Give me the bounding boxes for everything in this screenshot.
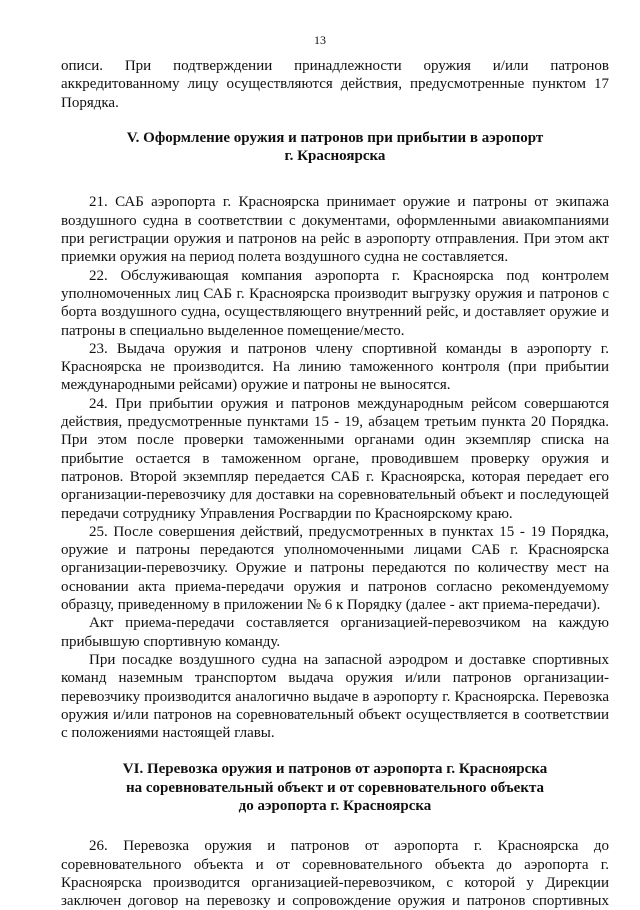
section-6-heading <box>61 760 609 815</box>
paragraph-21: 21. САБ аэропорта г. Красноярска принимает оружие и патроны от экипажа воздушного судна в соответствии с документами, оформленными авиакомпаниями при регистрации оружия и патронов на рейс в аэропорту отправления. При этом акт приемки оружия на период полета воздушного судна не составляется. <box>61 194 609 266</box>
paragraph-24: 24. При прибытии оружия и патронов международным рейсом совершаются действия, предусмотренные пунктами 15 - 19, абзацем третьим пункта 20 Порядка. При этом после проверки таможенными органами один экземпляр списка на прибытие остается в таможенном органе, проводившем проверку оружия и патронов. Второй экземпляр передается САБ г. Красноярска, которая передает его организации-перевозчику для доставки на соревновательный объект и последующей передачи сотруднику Управления Росгвардии по Красноярскому краю. <box>61 395 609 522</box>
paragraph-25-act: Акт приема-передачи составляется организацией-перевозчиком на каждую прибывшую спортивную команду. <box>61 615 609 650</box>
paragraph-23: 23. Выдача оружия и патронов члену спортивной команды в аэропорту г. Красноярска не производится. На линию таможенного контроля (при прибытии международными рейсами) оружие и патроны не выносятся. <box>61 340 609 394</box>
page-content <box>61 57 609 910</box>
section-5-heading <box>61 129 609 166</box>
paragraph-25-alternate-airfield: При посадке воздушного судна на запасной аэродром и доставке спортивных команд наземным транспортом выдача оружия и/или патронов организации-перевозчику производится аналогично выдаче в аэропорту г. Красноярска. Перевозка оружия и/или патронов на соревновательный объект осуществляется в соответствии с положениями настоящей главы. <box>61 651 609 742</box>
section-6-heading-line: до аэропорта г. Красноярска <box>238 797 432 814</box>
paragraph-22: 22. Обслуживающая компания аэропорта г. Красноярска под контролем уполномоченных лиц САБ г. Красноярска производит выгрузку оружия и патронов с борта воздушного судна, осуществляющего внутренний рейс, и доставляет оружие и патроны в специально выделенное помещение/место. <box>61 267 609 339</box>
section-5-heading-line: г. Красноярска <box>284 148 386 165</box>
paragraph-25: 25. После совершения действий, предусмотренных в пунктах 15 - 19 Порядка, оружие и патроны передаются уполномоченными лицами САБ г. Красноярска организации-перевозчику. Оружие и патроны передаются по количеству мест на основании акта приема-передачи оружия и патронов согласно рекомендуемому образцу, приведенному в приложении № 6 к Порядку (далее - акт приема-передачи). <box>61 523 609 614</box>
intro-paragraph: описи. При подтверждении принадлежности оружия и/или патронов аккредитованному лицу осуществляются действия, предусмотренные пунктом 17 Порядка. <box>61 58 609 111</box>
section-6-heading-line: на соревновательный объект и от соревновательного объекта <box>125 779 545 796</box>
page-number: 13 <box>314 33 326 47</box>
paragraph-26: 26. Перевозка оружия и патронов от аэропорта г. Красноярска до соревновательного объекта и от соревновательного объекта до аэропорта г. Красноярска производится организацией-перевозчиком, с которой у Дирекции заключен договор на перевозку и сопровождение оружия и патронов спортивных <box>61 838 609 910</box>
section-6-heading-line: VI. Перевозка оружия и патронов от аэропорта г. Красноярска <box>122 761 548 778</box>
section-5-heading-line: V. Оформление оружия и патронов при прибытии в аэропорт <box>126 129 544 146</box>
